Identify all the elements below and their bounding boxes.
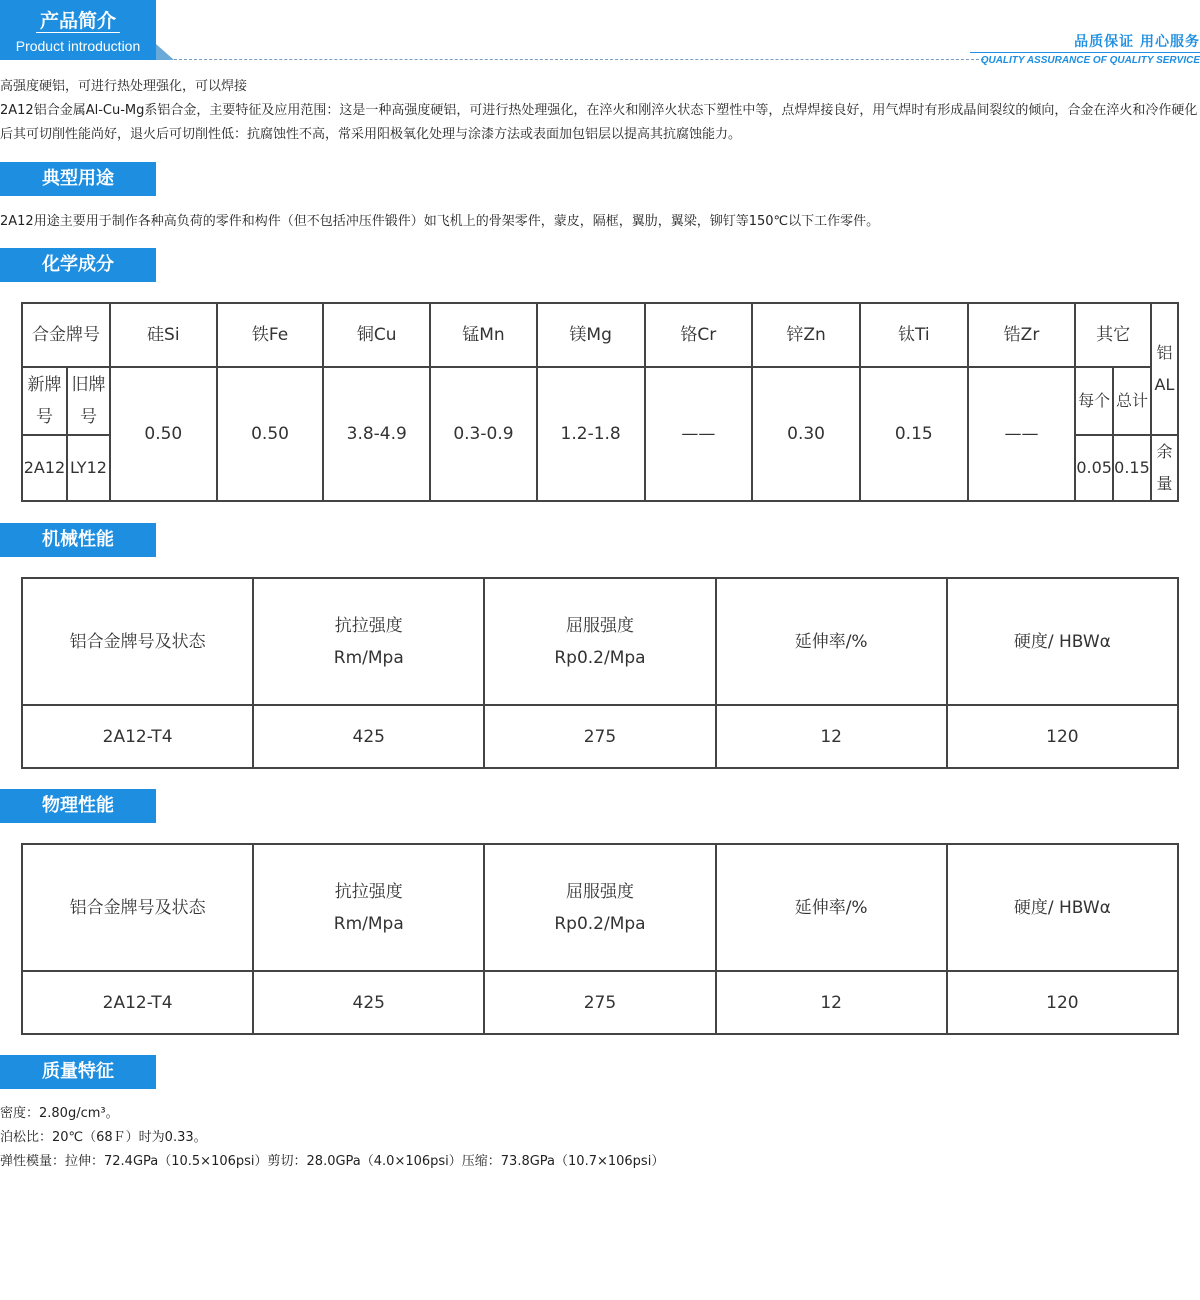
element-header: 镁Mg [537, 303, 645, 367]
phys-value-hardness: 120 [947, 971, 1178, 1034]
section-tab-quality: 质量特征 [0, 1055, 156, 1089]
slogan-cn: 品质保证 用心服务 [1074, 34, 1200, 50]
poisson-line: 泊松比：20℃（68Ｆ）时为0.33。 [0, 1130, 207, 1145]
element-header: 铬Cr [645, 303, 753, 367]
mech-header-grade: 铝合金牌号及状态 [22, 578, 253, 705]
section-tab-physical: 物理性能 [0, 789, 156, 823]
section-tab-product-intro [0, 0, 156, 60]
mech-value-tensile: 425 [253, 705, 484, 768]
header-divider [174, 59, 984, 60]
old-grade-label: 旧牌号 [67, 367, 110, 435]
other-total-label: 总计 [1113, 367, 1151, 435]
mech-value-hardness: 120 [947, 705, 1178, 768]
other-header: 其它 [1075, 303, 1151, 367]
element-header: 锆Zr [968, 303, 1076, 367]
new-grade-label: 新牌号 [22, 367, 67, 435]
element-header: 铜Cu [323, 303, 430, 367]
intro-title-en: Product introduction [15, 38, 141, 54]
element-value: 0.50 [217, 367, 324, 501]
section-tab-usage: 典型用途 [0, 162, 156, 196]
mech-header-hardness: 硬度/ HBWα [947, 578, 1178, 705]
other-each-value: 0.05 [1075, 435, 1113, 501]
slogan-en: QUALITY ASSURANCE OF QUALITY SERVICE [970, 52, 1200, 67]
element-value: 3.8-4.9 [323, 367, 430, 501]
mech-header-elongation: 延伸率/% [716, 578, 947, 705]
element-header: 锰Mn [430, 303, 537, 367]
phys-value-elongation: 12 [716, 971, 947, 1034]
section-tab-mechanical: 机械性能 [0, 523, 156, 557]
chemistry-table [21, 302, 1179, 502]
element-value: 0.30 [752, 367, 860, 501]
slogan [970, 32, 1200, 67]
phys-header-yield: 屈服强度Rp0.2/Mpa [484, 844, 715, 971]
element-value: 0.50 [110, 367, 217, 501]
phys-header-grade: 铝合金牌号及状态 [22, 844, 253, 971]
intro-title-cn: 产品简介 [36, 10, 120, 33]
phys-value-tensile: 425 [253, 971, 484, 1034]
density-line: 密度：2.80g/cm³。 [0, 1106, 119, 1121]
element-value: 0.15 [860, 367, 968, 501]
element-value: —— [968, 367, 1076, 501]
aluminum-header: 铝AL [1151, 303, 1178, 435]
mech-header-tensile: 抗拉强度Rm/Mpa [253, 578, 484, 705]
other-total-value: 0.15 [1113, 435, 1151, 501]
other-each-label: 每个 [1075, 367, 1113, 435]
mechanical-table [21, 577, 1179, 769]
new-grade-value: 2A12 [22, 435, 67, 501]
element-value: —— [645, 367, 753, 501]
intro-line-2: 2A12铝合金属Al-Cu-Mg系铝合金，主要特征及应用范围：这是一种高强度硬铝，可进行热处理强化，在淬火和刚淬火状态下塑性中等，点焊焊接良好，用气焊时有形成晶间裂纹的倾向，合金在淬火和冷作硬化后其可切削性能尚好，退火后可切削性低：抗腐蚀性不高，常采用阳极氧化处理与涂漆方法或表面加包铝层以提高其抗腐蚀能力。 [0, 103, 1198, 142]
element-header: 锌Zn [752, 303, 860, 367]
table-row [22, 705, 1178, 768]
phys-header-hardness: 硬度/ HBWα [947, 844, 1178, 971]
phys-value-grade: 2A12-T4 [22, 971, 253, 1034]
physical-table [21, 843, 1179, 1035]
mech-value-yield: 275 [484, 705, 715, 768]
mech-value-grade: 2A12-T4 [22, 705, 253, 768]
element-value: 1.2-1.8 [537, 367, 645, 501]
element-value: 0.3-0.9 [430, 367, 537, 501]
phys-value-yield: 275 [484, 971, 715, 1034]
intro-line-1: 高强度硬铝，可进行热处理强化，可以焊接 [0, 79, 248, 94]
phys-header-tensile: 抗拉强度Rm/Mpa [253, 844, 484, 971]
mech-value-elongation: 12 [716, 705, 947, 768]
old-grade-value: LY12 [67, 435, 110, 501]
intro-text [0, 75, 1198, 147]
usage-text: 2A12用途主要用于制作各种高负荷的零件和构件（但不包括冲压件锻件）如飞机上的骨架零件，蒙皮，隔框，翼肋，翼梁，铆钉等150℃以下工作零件。 [0, 214, 880, 229]
element-header: 硅Si [110, 303, 217, 367]
element-header: 铁Fe [217, 303, 324, 367]
alloy-grade-header: 合金牌号 [22, 303, 110, 367]
modulus-line: 弹性模量：拉伸：72.4GPa（10.5×106psi）剪切：28.0GPa（4.0×106psi）压缩：73.8GPa（10.7×106psi） [0, 1154, 665, 1169]
section-tab-chemistry: 化学成分 [0, 248, 156, 282]
aluminum-value: 余量 [1151, 435, 1178, 501]
tab-notch-decoration [156, 44, 174, 60]
element-header: 钛Ti [860, 303, 968, 367]
quality-text [0, 1102, 1198, 1174]
table-row [22, 971, 1178, 1034]
phys-header-elongation: 延伸率/% [716, 844, 947, 971]
mech-header-yield: 屈服强度Rp0.2/Mpa [484, 578, 715, 705]
